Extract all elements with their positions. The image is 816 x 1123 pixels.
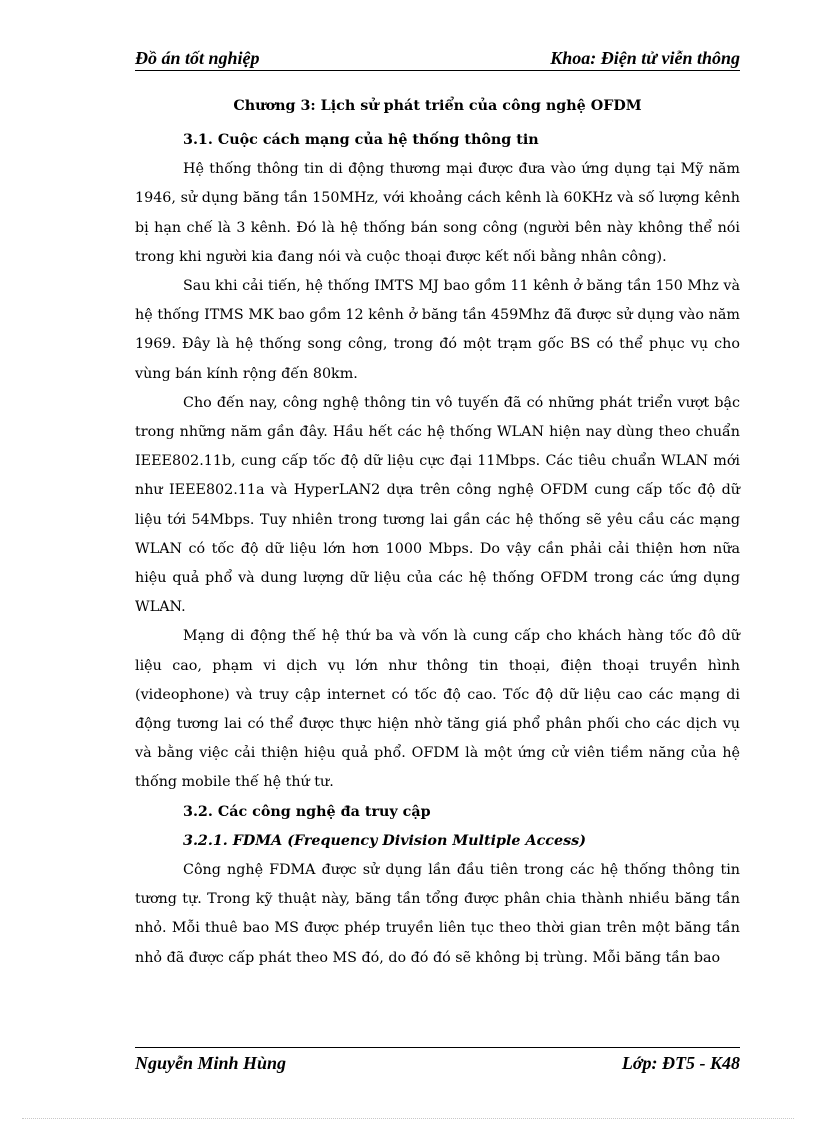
paragraph: Hệ thống thông tin di động thương mại được đưa vào ứng dụng tại Mỹ năm 1946, sử dụng băng tần 150MHz, với khoảng cách kênh là 60KHz và số lượng kênh bị hạn chế là 3 kênh. Đó là hệ thống bán song công (người bên này không thể nói trong khi người kia đang nói và cuộc thoại được kết nối bằng nhân công). — [135, 161, 740, 265]
section-heading-3-1: 3.1. Cuộc cách mạng của hệ thống thông tin — [183, 132, 539, 148]
paragraph: Mạng di động thế hệ thứ ba và vốn là cung cấp cho khách hàng tốc đô dữ liệu cao, phạm vi dịch vụ lớn như thông tin thoại, điện thoại truyền hình (videophone) và truy cập internet có tốc độ cao. Tốc độ dữ liệu cao các mạng di động tương lai có thể được thực hiện nhờ tăng giá phổ phân phối cho các dịch vụ và bằng việc cải thiện hiệu quả phổ. OFDM là một ứng cử viên tiềm năng của hệ thống mobile thế hệ thứ tư. — [135, 628, 740, 791]
page-header — [135, 48, 740, 71]
page-footer — [135, 1047, 740, 1076]
paragraph: Cho đến nay, công nghệ thông tin vô tuyến đã có những phát triển vượt bậc trong những năm gần đây. Hầu hết các hệ thống WLAN hiện nay dùng theo chuẩn IEEE802.11b, cung cấp tốc độ dữ liệu cực đại 11Mbps. Các tiêu chuẩn WLAN mới như IEEE802.11a và HyperLAN2 dựa trên công nghệ OFDM cung cấp tốc độ dữ liệu tới 54Mbps. Tuy nhiên trong tương lai gần các hệ thống sẽ yêu cầu các mạng WLAN có tốc độ dữ liệu lớn hơn 1000 Mbps. Do vậy cần phải cải thiện hơn nữa hiệu quả phổ và dung lượng dữ liệu của các hệ thống OFDM trong các ứng dụng WLAN. — [135, 394, 740, 616]
header-thesis-label: Đồ án tốt nghiệp — [135, 48, 260, 68]
section-heading-3-2: 3.2. Các công nghệ đa truy cập — [183, 803, 431, 820]
chapter-title: Chương 3: Lịch sử phát triển của công nghệ OFDM — [233, 98, 642, 114]
subsection-heading-3-2-1: 3.2.1. FDMA (Frequency Division Multiple Access) — [183, 832, 586, 849]
paragraph: Công nghệ FDMA được sử dụng lần đầu tiên trong các hệ thống thông tin tương tự. Trong kỹ thuật này, băng tần tổng được phân chia thành nhiều băng tần nhỏ. Mỗi thuê bao MS được phép truyền liên tục theo thời gian trên một băng tần nhỏ đã được cấp phát theo MS đó, do đó đó sẽ không bị trùng. Mỗi băng tần bao — [135, 862, 740, 966]
footer-class-label: Lớp: ĐT5 - K48 — [621, 1053, 740, 1073]
page-body — [135, 86, 740, 1026]
footer-author-name: Nguyễn Minh Hùng — [135, 1053, 287, 1073]
paragraph: Sau khi cải tiến, hệ thống IMTS MJ bao gồm 11 kênh ở băng tần 150 Mhz và hệ thống ITMS MK bao gồm 12 kênh ở băng tần 459Mhz đã được sử dụng vào năm 1969. Đây là hệ thống song công, trong đó một trạm gốc BS có thể phục vụ cho vùng bán kính rộng đến 80km. — [135, 278, 740, 382]
header-faculty-label: Khoa: Điện tử viễn thông — [550, 48, 740, 68]
page-edge-divider — [22, 1118, 794, 1119]
